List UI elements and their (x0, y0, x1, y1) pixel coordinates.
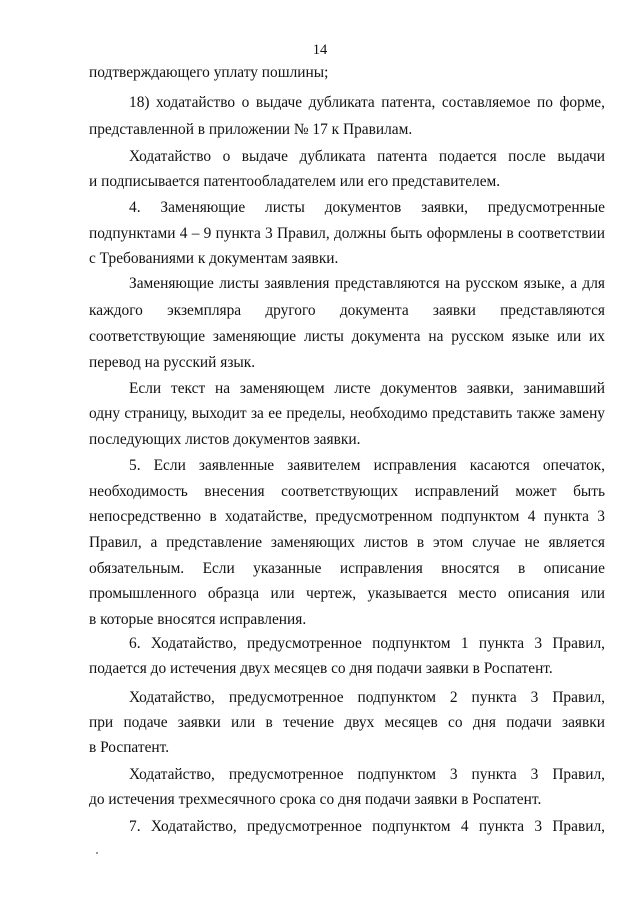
text-line: перевод на русский язык. (89, 354, 256, 371)
text-line: подтверждающего уплату пошлины; (89, 64, 329, 81)
text-line: промышленного образца или чертеж, указывается место описания или (89, 585, 605, 602)
text-line: Заменяющие листы заявления представляются на русском языке, а для (129, 275, 605, 292)
text-line: обязательным. Если указанные исправления вносятся в описание (89, 560, 605, 577)
text-line: Ходатайство, предусмотренное подпунктом 3 пункта 3 Правил, (129, 766, 605, 783)
text-line: подается до истечения двух месяцев со дня подачи заявки в Роспатент. (89, 660, 553, 677)
text-line: при подаче заявки или в течение двух месяцев со дня подачи заявки (89, 714, 605, 731)
text-line: Правил, а представление заменяющих листов в этом случае не является (89, 534, 605, 551)
text-line: каждого экземпляра другого документа заявки представляются (89, 302, 605, 319)
text-line: 5. Если заявленные заявителем исправления касаются опечаток, (129, 457, 605, 474)
scan-speck (96, 852, 98, 854)
text-line: представленной в приложении № 17 к Правилам. (89, 121, 413, 138)
text-line: соответствующие заменяющие листы документа на русском языке или их (89, 328, 605, 345)
text-line: одну страницу, выходит за ее пределы, необходимо представить также замену (89, 405, 605, 422)
text-line: и подписывается патентообладателем или его представителем. (89, 173, 501, 190)
text-line: последующих листов документов заявки. (89, 431, 361, 448)
text-line: до истечения трехмесячного срока со дня подачи заявки в Роспатент. (89, 791, 542, 808)
text-line: 4. Заменяющие листы документов заявки, предусмотренные (129, 199, 605, 216)
text-line: Если текст на заменяющем листе документов заявки, занимавший (129, 380, 605, 397)
text-line: в Роспатент. (89, 739, 170, 756)
text-line: 18) ходатайство о выдаче дубликата патента, составляемое по форме, (129, 94, 605, 111)
text-line: Ходатайство, предусмотренное подпунктом 2 пункта 3 Правил, (129, 689, 605, 706)
text-line: необходимость внесения соответствующих исправлений может быть (89, 483, 605, 500)
text-line: подпунктами 4 – 9 пункта 3 Правил, должны быть оформлены в соответствии (89, 225, 605, 242)
page-number: 14 (312, 42, 328, 58)
text-line: непосредственно в ходатайстве, предусмотренном подпунктом 4 пункта 3 (89, 508, 605, 525)
text-line: 7. Ходатайство, предусмотренное подпунктом 4 пункта 3 Правил, (129, 818, 605, 835)
text-line: в которые вносятся исправления. (89, 611, 307, 628)
text-line: 6. Ходатайство, предусмотренное подпунктом 1 пункта 3 Правил, (129, 635, 605, 652)
text-line: с Требованиями к документам заявки. (89, 250, 339, 267)
text-line: Ходатайство о выдаче дубликата патента подается после выдачи (129, 148, 605, 165)
